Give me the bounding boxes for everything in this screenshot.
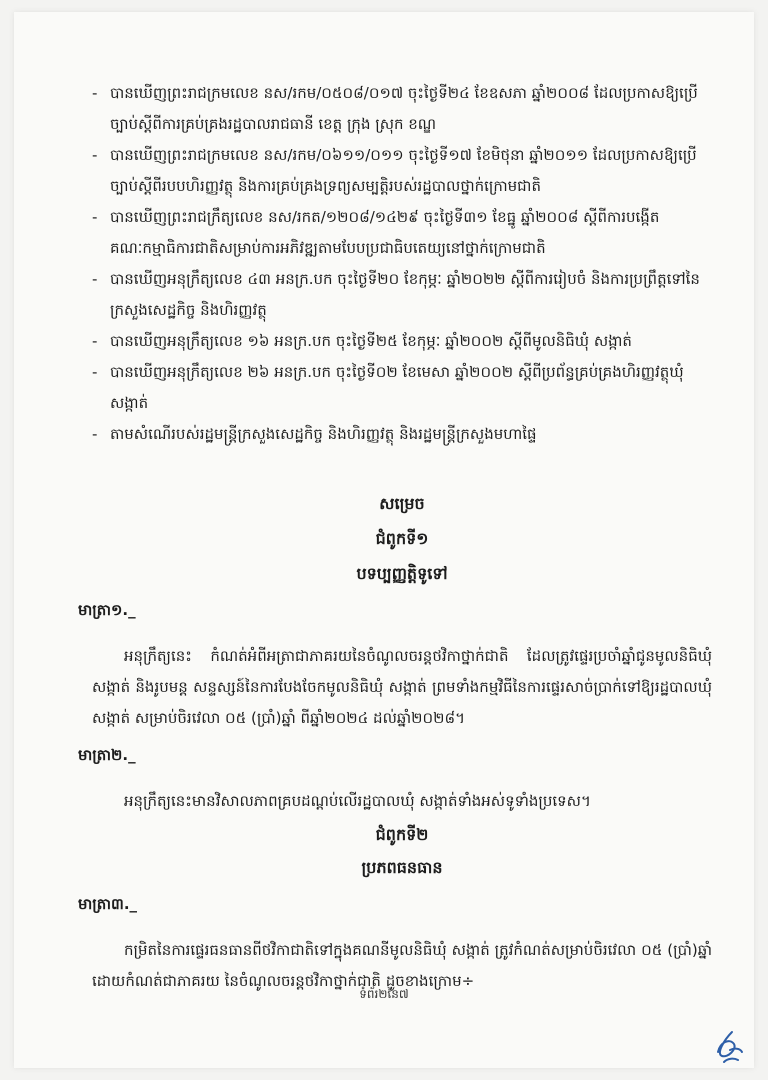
citation-text: បានឃើញព្រះរាជក្រឹត្យលេខ នស/រកត/១២០៨/១៤២៩ ចុះថ្ងៃទី៣១ ខែធ្នូ ឆ្នាំ២០០៨ ស្ដីពីការបង្កើតគណៈកម្មាធិការជាតិសម្រាប់ការអភិវឌ្ឍតាមបែបប្រជាធិបតេយ្យនៅថ្នាក់ក្រោមជាតិ (110, 208, 660, 257)
chapter-1-title: ជំពូកទី១ (375, 529, 429, 548)
article-1-text: អនុក្រឹត្យនេះ កំណត់អំពីអត្រាជាភាគរយនៃចំណូលចរន្តថវិកាថ្នាក់ជាតិ ដែលត្រូវផ្ទេរប្រចាំឆ្នាំជូនមូលនិធិឃុំ សង្កាត់ និងរូបមន្ត សន្ទស្សន៍នៃការបែងចែកមូលនិធិឃុំ សង្កាត់ ព្រមទាំងកម្មវិធីនៃការផ្ទេរសាច់ប្រាក់ទៅឱ្យរដ្ឋបាលឃុំ សង្កាត់ សម្រាប់ចិរវេលា ០៥ (ប្រាំ)ឆ្នាំ ពីឆ្នាំ២០២៤ ដល់ឆ្នាំ២០២៨។ (92, 647, 712, 727)
citation-text: បានឃើញអនុក្រឹត្យលេខ ២៦ អនក្រ.បក ចុះថ្ងៃទី០២ ខែមេសា ឆ្នាំ២០០២ ស្ដីពីប្រព័ន្ធគ្រប់គ្រងហិរញ្ញវត្ថុឃុំ សង្កាត់ (110, 363, 684, 412)
citation-item: - បានឃើញព្រះរាជក្រមលេខ នស/រកម/០៦១១/០១១ ចុះថ្ងៃទី១៧ ខែមិថុនា ឆ្នាំ២០១១ ដែលប្រកាសឱ្យប្រើច្បាប់ស្ដីពីរបបហិរញ្ញវត្ថុ និងការគ្រប់គ្រងទ្រព្យសម្បត្តិរបស់រដ្ឋបាលថ្នាក់ក្រោមជាតិ (92, 146, 697, 195)
article-3-text: កម្រិតនៃការផ្ទេរធនធានពីថវិកាជាតិទៅក្នុងគណនីមូលនិធិឃុំ សង្កាត់ ត្រូវកំណត់សម្រាប់ចិរវេលា ០៥ (ប្រាំ)ឆ្នាំ ដោយកំណត់ជាភាគរយ នៃចំណូលចរន្តថវិកាថ្នាក់ជាតិ ដូចខាងក្រោម÷ (92, 941, 712, 990)
citation-item: - បានឃើញអនុក្រឹត្យលេខ ១៦ អនក្រ.បក ចុះថ្ងៃទី២៥ ខែកុម្ភៈ ឆ្នាំ២០០២ ស្ដីពីមូលនិធិឃុំ សង្កាត់ (92, 332, 632, 350)
citation-item: - បានឃើញអនុក្រឹត្យលេខ ៤៣ អនក្រ.បក ចុះថ្ងៃទី២០ ខែកុម្ភៈ ឆ្នាំ២០២២ ស្ដីពីការរៀបចំ និងការប្រព្រឹត្តទៅនៃក្រសួងសេដ្ឋកិច្ច និងហិរញ្ញវត្ថុ (92, 270, 700, 319)
citation-text: បានឃើញអនុក្រឹត្យលេខ ១៦ អនក្រ.បក ចុះថ្ងៃទី២៥ ខែកុម្ភៈ ឆ្នាំ២០០២ ស្ដីពីមូលនិធិឃុំ សង្កាត់ (110, 332, 632, 350)
handwritten-initial-icon (710, 1022, 746, 1066)
document-body (78, 78, 712, 997)
citation-item: - បានឃើញព្រះរាជក្រមលេខ នស/រកម/០៥០៨/០១៧ ចុះថ្ងៃទី២៤ ខែឧសភា ឆ្នាំ២០០៨ ដែលប្រកាសឱ្យប្រើច្បាប់ស្ដីពីការគ្រប់គ្រងរដ្ឋបាលរាជធានី ខេត្ត ក្រុង ស្រុក ខណ្ឌ (92, 84, 698, 133)
decision-heading: សម្រេច (379, 494, 425, 513)
article-2-label: មាត្រា២._ (78, 746, 136, 764)
citation-item: - បានឃើញអនុក្រឹត្យលេខ ២៦ អនក្រ.បក ចុះថ្ងៃទី០២ ខែមេសា ឆ្នាំ២០០២ ស្ដីពីប្រព័ន្ធគ្រប់គ្រងហិរញ្ញវត្ថុឃុំ សង្កាត់ (92, 363, 684, 412)
article-3-label: មាត្រា៣._ (78, 895, 138, 913)
page-number: ទំព័រ២នៃ៧ (359, 987, 409, 1001)
chapter-2-subtitle: ប្រភពធនធាន (361, 858, 443, 877)
chapter-2-title: ជំពូកទី២ (375, 825, 429, 844)
citation-text: តាមសំណើរបស់រដ្ឋមន្ត្រីក្រសួងសេដ្ឋកិច្ច និងហិរញ្ញវត្ថុ និងរដ្ឋមន្ត្រីក្រសួងមហាផ្ទៃ (110, 425, 537, 443)
citation-item: - តាមសំណើរបស់រដ្ឋមន្ត្រីក្រសួងសេដ្ឋកិច្ច និងហិរញ្ញវត្ថុ និងរដ្ឋមន្ត្រីក្រសួងមហាផ្ទៃ (92, 425, 537, 443)
citation-text: បានឃើញអនុក្រឹត្យលេខ ៤៣ អនក្រ.បក ចុះថ្ងៃទី២០ ខែកុម្ភៈ ឆ្នាំ២០២២ ស្ដីពីការរៀបចំ និងការប្រព្រឹត្តទៅនៃក្រសួងសេដ្ឋកិច្ច និងហិរញ្ញវត្ថុ (110, 270, 700, 319)
article-1-label: មាត្រា១._ (78, 601, 136, 619)
article-2-text: អនុក្រឹត្យនេះមានវិសាលភាពគ្របដណ្ដប់លើរដ្ឋបាលឃុំ សង្កាត់ទាំងអស់ទូទាំងប្រទេស។ (124, 792, 591, 810)
citation-text: បានឃើញព្រះរាជក្រមលេខ នស/រកម/០៦១១/០១១ ចុះថ្ងៃទី១៧ ខែមិថុនា ឆ្នាំ២០១១ ដែលប្រកាសឱ្យប្រើច្បាប់ស្ដីពីរបបហិរញ្ញវត្ថុ និងការគ្រប់គ្រងទ្រព្យសម្បត្តិរបស់រដ្ឋបាលថ្នាក់ក្រោមជាតិ (110, 146, 697, 195)
chapter-1-subtitle: បទប្បញ្ញត្តិទូទៅ (356, 564, 448, 583)
citation-item: - បានឃើញព្រះរាជក្រឹត្យលេខ នស/រកត/១២០៨/១៤២៩ ចុះថ្ងៃទី៣១ ខែធ្នូ ឆ្នាំ២០០៨ ស្ដីពីការបង្កើតគណៈកម្មាធិការជាតិសម្រាប់ការអភិវឌ្ឍតាមបែបប្រជាធិបតេយ្យនៅថ្នាក់ក្រោមជាតិ (92, 208, 660, 257)
citation-text: បានឃើញព្រះរាជក្រមលេខ នស/រកម/០៥០៨/០១៧ ចុះថ្ងៃទី២៤ ខែឧសភា ឆ្នាំ២០០៨ ដែលប្រកាសឱ្យប្រើច្បាប់ស្ដីពីការគ្រប់គ្រងរដ្ឋបាលរាជធានី ខេត្ត ក្រុង ស្រុក ខណ្ឌ (110, 84, 698, 133)
